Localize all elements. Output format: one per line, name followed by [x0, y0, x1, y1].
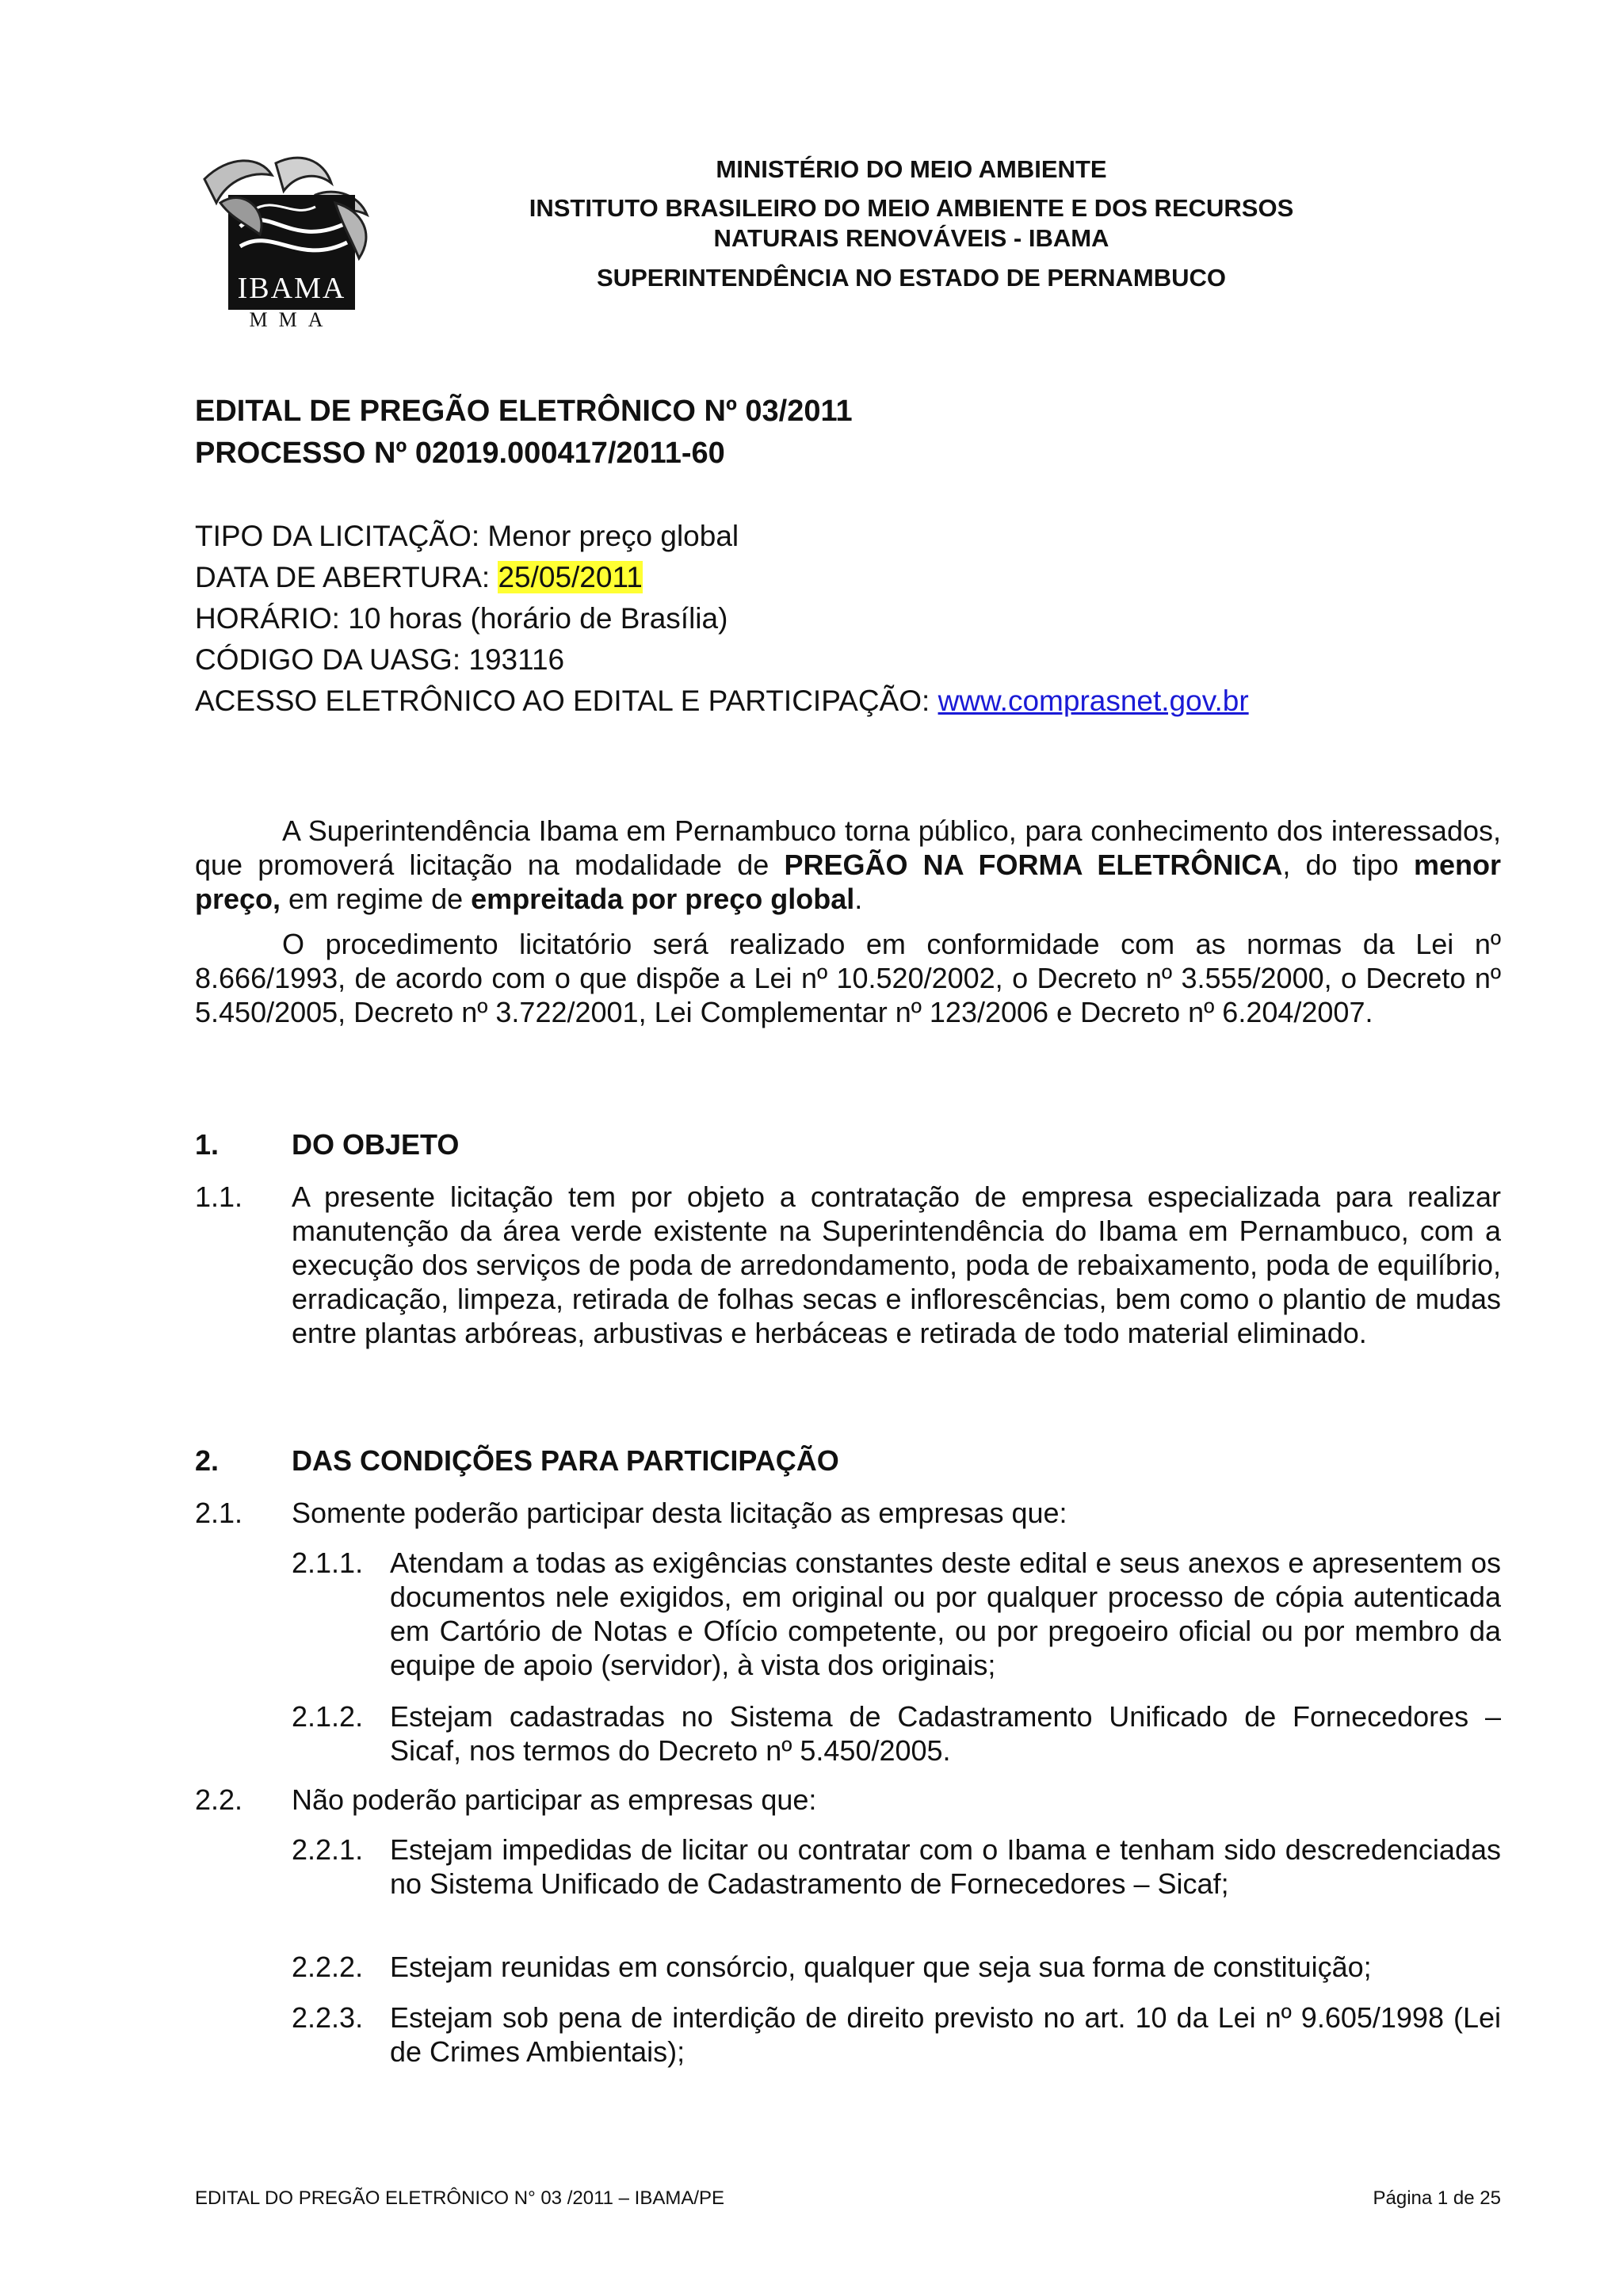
intro-p1-text-e: em regime de [281, 883, 472, 915]
intro-p2-text: O procedimento licitatório será realizado em conformidade com as normas da Lei nº 8.666/1993, de acordo com o que dispõe a Lei nº 10.520/2002, o Decreto nº 3.555/2000, o Decreto nº 5.450/2005, Decreto nº 3.722/2001, Lei Complementar nº 123/2006 e Decreto nº 6.204/2007. [195, 928, 1501, 1028]
intro-p1-text-c: , do tipo [1282, 849, 1414, 881]
item-2-1-1-text: Atendam a todas as exigências constantes deste edital e seus anexos e apresentem os documentos nele exigidos, em original ou por qualquer processo de cópia autenticada em Cartório de Notas e Ofício competente, ou por pregoeiro oficial ou por membro da equipe de apoio (servidor), à vista dos originais; [390, 1547, 1501, 1681]
intro-p1-bold-regime: empreitada por preço global [471, 883, 855, 915]
intro-paragraph-2 [195, 927, 1501, 1029]
header-ministry: MINISTÉRIO DO MEIO AMBIENTE [716, 155, 1107, 183]
item-2-1-number: 2.1. [195, 1497, 243, 1529]
item-2-1-2-text: Estejam cadastradas no Sistema de Cadastramento Unificado de Fornecedores – Sicaf, nos termos do Decreto nº 5.450/2005. [390, 1700, 1501, 1767]
intro-p1-text-g: . [854, 883, 863, 915]
item-2-2-text: Não poderão participar as empresas que: [292, 1783, 817, 1816]
meta-tipo [195, 519, 739, 554]
meta-codigo-value: 193116 [468, 643, 565, 676]
meta-codigo-label: CÓDIGO DA UASG: [195, 643, 461, 676]
item-2-2-number: 2.2. [195, 1783, 243, 1816]
logo-text-ibama: IBAMA [237, 272, 346, 305]
item-2-2-2-number: 2.2.2. [292, 1951, 364, 1983]
processo-number: PROCESSO Nº 02019.000417/2011-60 [195, 437, 725, 470]
footer-page-number: Página 1 de 25 [1373, 2187, 1501, 2209]
logo-text-mma: MMA [249, 308, 334, 330]
meta-tipo-label: TIPO DA LICITAÇÃO: [195, 520, 480, 552]
header-superintendency: SUPERINTENDÊNCIA NO ESTADO DE PERNAMBUCO [597, 264, 1226, 292]
ibama-logo [197, 147, 387, 330]
section-1-title: DO OBJETO [292, 1128, 460, 1161]
item-2-1-1-number: 2.1.1. [292, 1547, 364, 1579]
meta-data-value: 25/05/2011 [498, 561, 643, 593]
section-2-number: 2. [195, 1444, 220, 1477]
meta-data [195, 560, 643, 595]
item-2-2-1-number: 2.2.1. [292, 1833, 364, 1866]
item-2-1-text: Somente poderão participar desta licitação as empresas que: [292, 1497, 1067, 1529]
meta-horario-value: 10 horas (horário de Brasília) [348, 602, 728, 635]
meta-acesso [195, 684, 1249, 719]
ibama-logo-mark [197, 147, 387, 330]
comprasnet-link[interactable]: www.comprasnet.gov.br [938, 685, 1249, 717]
intro-p1-bold-modalidade: PREGÃO NA FORMA ELETRÔNICA [784, 849, 1283, 881]
section-2-title: DAS CONDIÇÕES PARA PARTICIPAÇÃO [292, 1444, 839, 1477]
footer-document-name: EDITAL DO PREGÃO ELETRÔNICO N° 03 /2011 – IBAMA/PE [195, 2187, 725, 2209]
intro-paragraph-1 [195, 814, 1501, 916]
meta-codigo [195, 643, 564, 677]
intro-p1-text-a: A Superintendência Ibama em Pernambuco torna público, para conhecimento dos interessados, que promoverá licitação na modalidade de [195, 814, 1501, 881]
item-2-2-3-text: Estejam sob pena de interdição de direito previsto no art. 10 da Lei nº 9.605/1998 (Lei de Crimes Ambientais); [390, 2001, 1501, 2068]
meta-data-label: DATA DE ABERTURA: [195, 561, 491, 593]
item-2-2-1-text: Estejam impedidas de licitar ou contratar com o Ibama e tenham sido descredenciadas no Sistema Unificado de Cadastramento de Fornecedores – Sicaf; [390, 1833, 1501, 1900]
item-2-2-2-text: Estejam reunidas em consórcio, qualquer que seja sua forma de constituição; [390, 1951, 1372, 1983]
item-1-1-text: A presente licitação tem por objeto a contratação de empresa especializada para realizar manutenção da área verde existente na Superintendência do Ibama em Pernambuco, com a execução dos serviços de poda de arredondamento, poda de rebaixamento, poda de equilíbrio, erradicação, limpeza, retirada de folhas secas e inflorescências, bem como o plantio de mudas entre plantas arbóreas, arbustivas e herbáceas e retirada de todo material eliminado. [292, 1180, 1501, 1349]
item-2-2-3-number: 2.2.3. [292, 2001, 364, 2034]
intro-p1-bold-tipo: menor preço, [195, 849, 1501, 915]
meta-horario [195, 601, 727, 636]
header-institute-line2: NATURAIS RENOVÁVEIS - IBAMA [713, 224, 1109, 252]
item-1-1-number: 1.1. [195, 1180, 243, 1213]
meta-acesso-label: ACESSO ELETRÔNICO AO EDITAL E PARTICIPAÇÃO: [195, 685, 930, 717]
meta-horario-label: HORÁRIO: [195, 602, 340, 635]
section-1-number: 1. [195, 1128, 220, 1161]
header-institute-line1: INSTITUTO BRASILEIRO DO MEIO AMBIENTE E DOS RECURSOS [529, 194, 1294, 222]
meta-tipo-value: Menor preço global [487, 520, 739, 552]
item-2-1-2-number: 2.1.2. [292, 1700, 364, 1733]
edital-title: EDITAL DE PREGÃO ELETRÔNICO Nº 03/2011 [195, 395, 853, 428]
